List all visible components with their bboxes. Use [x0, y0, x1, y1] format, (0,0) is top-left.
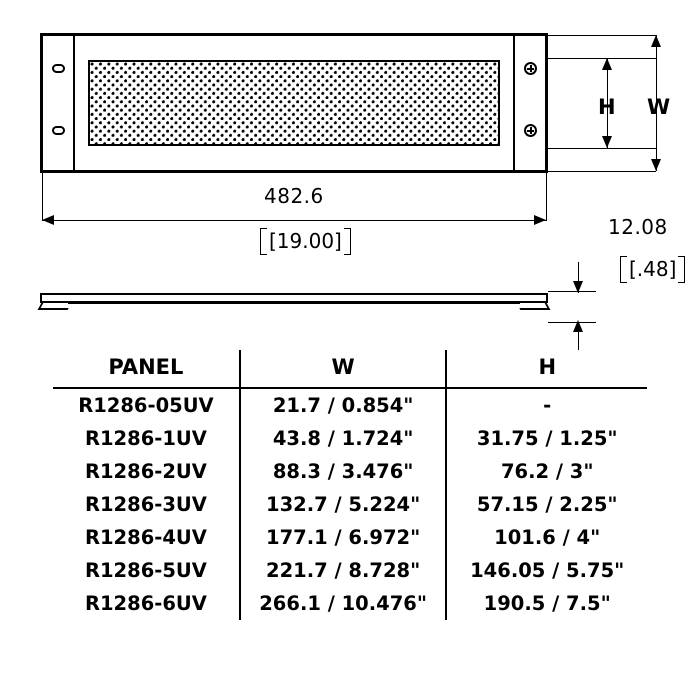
panel-spec-table — [53, 350, 647, 620]
mounting-screw-icon — [524, 62, 537, 75]
side-profile-right-lip — [516, 301, 551, 310]
depth-arrow-down-icon — [573, 281, 583, 293]
h-arrow-up-icon — [602, 58, 612, 70]
cell-w: 221.7 / 8.728" — [240, 554, 447, 587]
cell-panel: R1286-1UV — [53, 422, 240, 455]
width-arrow-left-icon — [42, 215, 54, 225]
left-flange-line — [73, 36, 75, 170]
side-profile-left-lip — [38, 301, 73, 310]
h-dimension-label: H — [598, 95, 616, 119]
perforated-vent-area — [88, 60, 500, 146]
cell-panel: R1286-5UV — [53, 554, 240, 587]
cell-panel: R1286-4UV — [53, 521, 240, 554]
width-dimension-line — [42, 220, 546, 221]
table-header-row — [53, 350, 647, 388]
depth-extension-bottom — [548, 322, 596, 323]
width-extension-right — [546, 173, 547, 221]
cell-h: 101.6 / 4" — [446, 521, 647, 554]
table-row — [53, 488, 647, 521]
mounting-slot-icon — [52, 64, 65, 73]
table-header-w: W — [240, 350, 447, 388]
cell-w: 21.7 / 0.854" — [240, 388, 447, 422]
w-arrow-down-icon — [651, 159, 661, 171]
cell-panel: R1286-3UV — [53, 488, 240, 521]
cell-h: 146.05 / 5.75" — [446, 554, 647, 587]
extension-line-panel-top — [548, 35, 656, 36]
table-row — [53, 388, 647, 422]
width-extension-left — [42, 173, 43, 221]
depth-mm-text: 12.08 — [608, 215, 668, 239]
extension-line-panel-bottom — [548, 171, 656, 172]
cell-w: 43.8 / 1.724" — [240, 422, 447, 455]
rack-panel-front-view — [40, 33, 548, 173]
table-row — [53, 587, 647, 620]
cell-panel: R1286-05UV — [53, 388, 240, 422]
mounting-screw-icon — [524, 124, 537, 137]
table-header-panel: PANEL — [53, 350, 240, 388]
cell-h: - — [446, 388, 647, 422]
cell-w: 132.7 / 5.224" — [240, 488, 447, 521]
extension-line-bottom — [548, 148, 656, 149]
cell-h: 190.5 / 7.5" — [446, 587, 647, 620]
table-row — [53, 422, 647, 455]
cell-panel: R1286-2UV — [53, 455, 240, 488]
h-arrow-down-icon — [602, 136, 612, 148]
cell-w: 266.1 / 10.476" — [240, 587, 447, 620]
cell-h: 31.75 / 1.25" — [446, 422, 647, 455]
cell-h: 57.15 / 2.25" — [446, 488, 647, 521]
w-dimension-label: W — [647, 95, 671, 119]
table-header-h: H — [446, 350, 647, 388]
side-profile-inner-line — [68, 303, 520, 304]
cell-w: 88.3 / 3.476" — [240, 455, 447, 488]
cell-panel: R1286-6UV — [53, 587, 240, 620]
w-arrow-up-icon — [651, 35, 661, 47]
overall-width-mm-text: 482.6 — [264, 184, 324, 208]
table-row — [53, 521, 647, 554]
mounting-slot-icon — [52, 126, 65, 135]
depth-extension-top — [548, 291, 596, 292]
right-flange-line — [513, 36, 515, 170]
width-arrow-right-icon — [534, 215, 546, 225]
depth-inch-text: [.48] — [620, 256, 685, 283]
rack-panel-side-view — [40, 288, 548, 318]
table-row — [53, 554, 647, 587]
side-profile-body — [40, 293, 548, 303]
cell-h: 76.2 / 3" — [446, 455, 647, 488]
overall-width-inch-text: [19.00] — [260, 228, 351, 255]
table-row — [53, 455, 647, 488]
cell-w: 177.1 / 6.972" — [240, 521, 447, 554]
depth-arrow-up-icon — [573, 320, 583, 332]
